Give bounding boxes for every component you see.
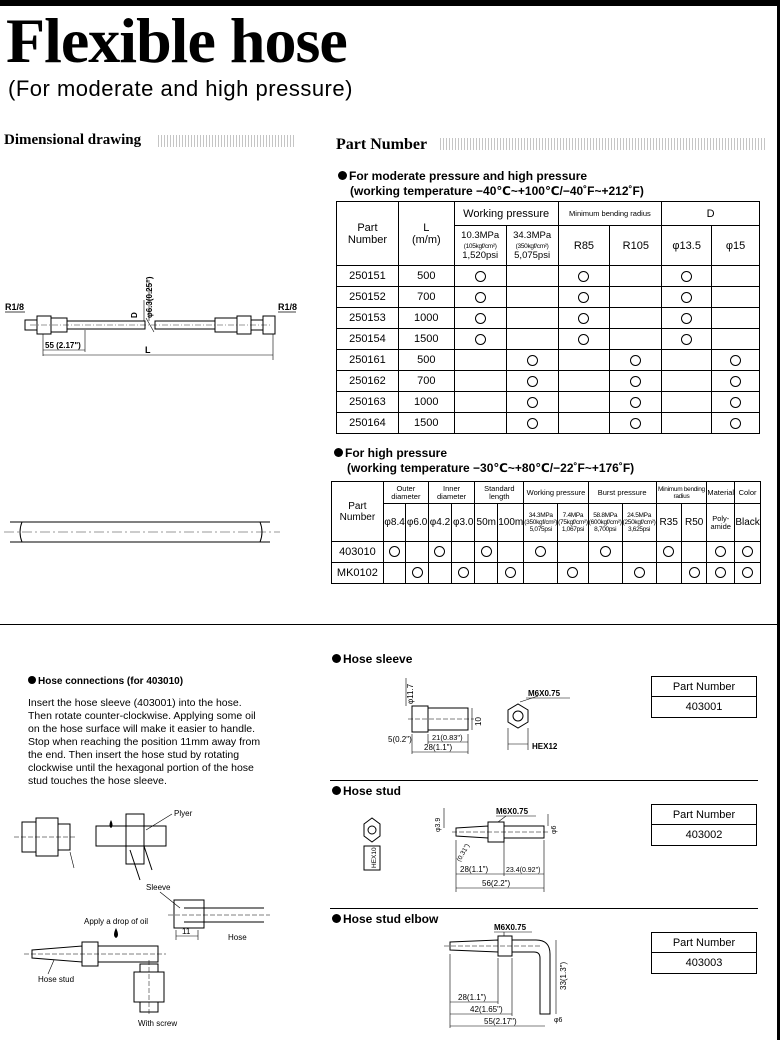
spec-cell bbox=[558, 287, 610, 308]
spec-cell bbox=[506, 308, 558, 329]
spec-cell bbox=[610, 371, 662, 392]
applicable-mark bbox=[567, 567, 578, 578]
length-cell: 1500 bbox=[398, 329, 454, 350]
table-row bbox=[332, 563, 761, 584]
applicable-mark bbox=[681, 334, 692, 345]
len55-label: 55 (2.17") bbox=[45, 341, 81, 350]
r18-left-label: R1/8 bbox=[5, 302, 25, 312]
spec-cell bbox=[662, 371, 712, 392]
bullet-dot bbox=[332, 654, 341, 663]
applicable-mark bbox=[578, 271, 589, 282]
spec-cell bbox=[662, 329, 712, 350]
hose-stud-elbow-part-box bbox=[651, 932, 757, 974]
hose-stud-heading: Hose stud bbox=[332, 784, 401, 798]
bullet-dot bbox=[338, 171, 347, 180]
hose-stud-drawing bbox=[356, 800, 656, 900]
spec-cell bbox=[524, 542, 558, 563]
d39-label: φ3.9 bbox=[435, 817, 442, 832]
part-number-cell: 250151 bbox=[337, 266, 399, 287]
part-number-label: Part Number bbox=[652, 933, 756, 953]
spec-cell bbox=[735, 542, 761, 563]
table-row bbox=[337, 266, 760, 287]
spec-cell bbox=[622, 563, 656, 584]
th-od84: φ8.4 bbox=[383, 504, 406, 542]
th-r105: R105 bbox=[610, 226, 662, 266]
spec-cell bbox=[681, 542, 706, 563]
th-r35: R35 bbox=[656, 504, 681, 542]
twentyeight-label: 28(1.1") bbox=[460, 865, 489, 874]
th-r50: R50 bbox=[681, 504, 706, 542]
applicable-mark bbox=[730, 418, 741, 429]
spec-cell bbox=[506, 350, 558, 371]
spec-cell bbox=[712, 287, 760, 308]
d10-label: 10 bbox=[474, 717, 483, 726]
moderate-pressure-table bbox=[336, 201, 760, 434]
applicable-mark bbox=[475, 271, 486, 282]
applicable-mark bbox=[630, 376, 641, 387]
applicable-mark bbox=[742, 546, 753, 557]
spec-cell bbox=[454, 308, 506, 329]
applicable-mark bbox=[578, 292, 589, 303]
page-subtitle: (For moderate and high pressure) bbox=[8, 76, 353, 101]
hex10-label: HEX10 bbox=[371, 847, 378, 868]
spec-cell bbox=[475, 542, 498, 563]
hose-stud-elbow-heading: Hose stud elbow bbox=[332, 912, 438, 926]
applicable-mark bbox=[475, 313, 486, 324]
table-row bbox=[337, 350, 760, 371]
spec-cell bbox=[610, 266, 662, 287]
spec-cell bbox=[712, 392, 760, 413]
bullet-dot bbox=[332, 914, 341, 923]
applicable-mark bbox=[475, 292, 486, 303]
section-divider bbox=[0, 624, 780, 625]
applicable-mark bbox=[630, 418, 641, 429]
table-row bbox=[337, 329, 760, 350]
th-wp2: 7.4MPa (75kgf/cm²) 1,067psi bbox=[558, 504, 589, 542]
part-number-cell: 250163 bbox=[337, 392, 399, 413]
thirtythree-label: 33(1.3") bbox=[559, 961, 568, 990]
spec-cell bbox=[662, 392, 712, 413]
spec-cell bbox=[610, 392, 662, 413]
spec-cell bbox=[454, 392, 506, 413]
applicable-mark bbox=[730, 397, 741, 408]
five-label: 5(0.2") bbox=[388, 735, 412, 744]
l-label: L bbox=[145, 345, 151, 355]
spec-cell bbox=[558, 563, 589, 584]
applicable-mark bbox=[634, 567, 645, 578]
dimensional-drawing-heading: Dimensional drawing bbox=[4, 132, 142, 148]
applicable-mark bbox=[600, 546, 611, 557]
spec-cell bbox=[588, 563, 622, 584]
part-number-cell: 250154 bbox=[337, 329, 399, 350]
table-row bbox=[332, 542, 761, 563]
heading-rule bbox=[158, 135, 296, 147]
spec-cell bbox=[662, 266, 712, 287]
applicable-mark bbox=[663, 546, 674, 557]
spec-cell bbox=[712, 350, 760, 371]
applicable-mark bbox=[578, 313, 589, 324]
th-wp1: 34.3MPa (350kgf/cm²) 5,075psi bbox=[524, 504, 558, 542]
part-number-value: 403001 bbox=[685, 701, 723, 713]
spec-cell bbox=[662, 350, 712, 371]
applicable-mark bbox=[715, 546, 726, 557]
spec-cell bbox=[498, 542, 524, 563]
applicable-mark bbox=[715, 567, 726, 578]
spec-cell bbox=[681, 563, 706, 584]
applicable-mark bbox=[412, 567, 423, 578]
applicable-mark bbox=[527, 355, 538, 366]
th-part-number: Part Number bbox=[337, 202, 399, 266]
spec-cell bbox=[610, 413, 662, 434]
spec-cell bbox=[506, 413, 558, 434]
part-number-cell: 403010 bbox=[332, 542, 384, 563]
th-id30: φ3.0 bbox=[452, 504, 475, 542]
table-row bbox=[337, 392, 760, 413]
with-screw-label: With screw bbox=[138, 1019, 178, 1028]
spec-cell bbox=[610, 350, 662, 371]
spec-cell bbox=[383, 542, 406, 563]
part-number-cell: 250153 bbox=[337, 308, 399, 329]
spec-cell bbox=[506, 266, 558, 287]
oil-label: Apply a drop of oil bbox=[84, 917, 149, 926]
table-row bbox=[337, 371, 760, 392]
hose-connections-text: Insert the hose sleeve (403001) into the hose. Then rotate counter-clockwise. Applying some oil on the hose surface will make it easier to handle. Stop when reaching the position 11mm away from the end. Then insert the hose stud by rotating clockwise until the hexagonal portion of the hose stud touches the hose sleeve. bbox=[28, 697, 261, 787]
spec-cell bbox=[428, 542, 451, 563]
spec-cell bbox=[454, 287, 506, 308]
hose-label: Hose bbox=[228, 933, 247, 942]
th-bp2: 24.5MPa (250kgf/cm²) 3,625psi bbox=[622, 504, 656, 542]
applicable-mark bbox=[434, 546, 445, 557]
m6-label: M6X0.75 bbox=[496, 807, 529, 816]
th-d15: φ15 bbox=[712, 226, 760, 266]
bullet-dot bbox=[28, 676, 36, 684]
spec-cell bbox=[712, 308, 760, 329]
part-number-cell: 250164 bbox=[337, 413, 399, 434]
spec-cell bbox=[707, 563, 735, 584]
spec-cell bbox=[506, 371, 558, 392]
th-min-bend: Minimum bending radius bbox=[656, 482, 707, 504]
th-bp1: 58.8MPa (600kgf/cm²) 8,700psi bbox=[588, 504, 622, 542]
spec-cell bbox=[558, 371, 610, 392]
twentyeight-label: 28(1.1") bbox=[424, 743, 453, 752]
spec-cell bbox=[558, 308, 610, 329]
spec-cell bbox=[506, 287, 558, 308]
heading-rule bbox=[440, 138, 766, 150]
hose-connection-diagram bbox=[10, 800, 300, 1040]
spec-cell bbox=[712, 266, 760, 287]
applicable-mark bbox=[475, 334, 486, 345]
part-number-label: Part Number bbox=[652, 677, 756, 697]
plyer-label: Plyer bbox=[174, 809, 193, 818]
applicable-mark bbox=[527, 397, 538, 408]
r18-right-label: R1/8 bbox=[278, 302, 298, 312]
applicable-mark bbox=[681, 292, 692, 303]
part-number-heading: Part Number bbox=[336, 136, 428, 153]
applicable-mark bbox=[689, 567, 700, 578]
spec-cell bbox=[712, 329, 760, 350]
th-length: L (m/m) bbox=[398, 202, 454, 266]
hose-stud-part-box bbox=[651, 804, 757, 846]
hex12-label: HEX12 bbox=[532, 742, 558, 751]
dia-label: φ6.3(0.25") bbox=[145, 276, 154, 318]
spec-cell bbox=[707, 542, 735, 563]
length-cell: 1000 bbox=[398, 308, 454, 329]
moderate-pressure-heading: For moderate pressure and high pressure bbox=[338, 169, 587, 183]
part-number-cell: 250162 bbox=[337, 371, 399, 392]
applicable-mark bbox=[681, 271, 692, 282]
hose-dimensional-drawing bbox=[0, 260, 300, 380]
spec-cell bbox=[524, 563, 558, 584]
spec-cell bbox=[454, 329, 506, 350]
spec-cell bbox=[735, 563, 761, 584]
spec-cell bbox=[454, 266, 506, 287]
applicable-mark bbox=[578, 334, 589, 345]
spec-cell bbox=[588, 542, 622, 563]
th-material: Material bbox=[707, 482, 735, 504]
length-cell: 1000 bbox=[398, 392, 454, 413]
bullet-dot bbox=[332, 786, 341, 795]
d117-label: φ11.7 bbox=[406, 683, 415, 704]
th-min-bend: Minimum bending radius bbox=[558, 202, 662, 226]
spec-cell bbox=[454, 413, 506, 434]
spec-cell bbox=[558, 413, 610, 434]
d-label: D bbox=[130, 312, 139, 318]
spec-cell bbox=[712, 371, 760, 392]
part-number-value: 403003 bbox=[685, 957, 723, 969]
length-cell: 500 bbox=[398, 350, 454, 371]
spec-cell bbox=[622, 542, 656, 563]
applicable-mark bbox=[630, 397, 641, 408]
hose-connections-heading: Hose connections (for 403010) bbox=[28, 676, 183, 687]
th-wp-low: 10.3MPa (105kgf/cm²) 1,520psi bbox=[454, 226, 506, 266]
table-row bbox=[337, 413, 760, 434]
length-cell: 700 bbox=[398, 371, 454, 392]
spec-cell bbox=[662, 308, 712, 329]
spec-cell bbox=[383, 563, 406, 584]
applicable-mark bbox=[527, 418, 538, 429]
d6-label: φ6 bbox=[551, 825, 558, 834]
applicable-mark bbox=[730, 376, 741, 387]
part-number-cell: 250152 bbox=[337, 287, 399, 308]
twentythree-label: 23.4(0.92") bbox=[506, 867, 541, 874]
spec-cell bbox=[454, 371, 506, 392]
applicable-mark bbox=[505, 567, 516, 578]
th-id42: φ4.2 bbox=[428, 504, 451, 542]
th-color: Color bbox=[735, 482, 761, 504]
spec-cell bbox=[558, 266, 610, 287]
bullet-dot bbox=[334, 448, 343, 457]
twentyone-label: 21(0.83") bbox=[432, 733, 463, 742]
eleven-label: 11 bbox=[182, 927, 191, 936]
spec-cell bbox=[662, 287, 712, 308]
table-row bbox=[337, 308, 760, 329]
applicable-mark bbox=[481, 546, 492, 557]
spec-cell bbox=[498, 563, 524, 584]
part-number-label: Part Number bbox=[652, 805, 756, 825]
d6-label: φ6 bbox=[554, 1017, 563, 1024]
applicable-mark bbox=[389, 546, 400, 557]
hose-sleeve-drawing bbox=[358, 672, 618, 772]
th-r85: R85 bbox=[558, 226, 610, 266]
th-mat: Poly-amide bbox=[707, 504, 735, 542]
spec-cell bbox=[406, 563, 429, 584]
part-number-cell: 250161 bbox=[337, 350, 399, 371]
applicable-mark bbox=[535, 546, 546, 557]
fortytwo-label: 42(1.65") bbox=[470, 1005, 503, 1014]
spec-cell bbox=[558, 542, 589, 563]
high-pressure-heading: For high pressure bbox=[334, 446, 447, 460]
th-len100: 100m bbox=[498, 504, 524, 542]
spec-cell bbox=[610, 329, 662, 350]
spec-cell bbox=[656, 542, 681, 563]
th-len50: 50m bbox=[475, 504, 498, 542]
applicable-mark bbox=[742, 567, 753, 578]
twentyeight-label: 28(1.1") bbox=[458, 993, 487, 1002]
part-number-value: 403002 bbox=[685, 829, 723, 841]
high-pressure-table bbox=[331, 481, 761, 584]
spec-cell bbox=[610, 287, 662, 308]
spec-cell bbox=[558, 329, 610, 350]
spec-cell bbox=[558, 350, 610, 371]
spec-cell bbox=[656, 563, 681, 584]
th-part-number: Part Number bbox=[332, 482, 384, 542]
angle-label: (0.31") bbox=[455, 842, 472, 863]
hose-sleeve-part-box bbox=[651, 676, 757, 718]
th-burst: Burst pressure bbox=[588, 482, 656, 504]
th-outer: Outer diameter bbox=[383, 482, 428, 504]
hose-stud-elbow-drawing bbox=[440, 918, 640, 1038]
spec-cell bbox=[506, 329, 558, 350]
spec-cell bbox=[454, 350, 506, 371]
th-black: Black bbox=[735, 504, 761, 542]
hose-sleeve-heading: Hose sleeve bbox=[332, 652, 412, 666]
page-title: Flexible hose bbox=[6, 5, 347, 76]
spec-cell bbox=[610, 308, 662, 329]
th-inner: Inner diameter bbox=[428, 482, 474, 504]
moderate-temp-line: (working temperature −40℃~+100℃/−40˚F~+212˚F) bbox=[350, 184, 644, 198]
section-divider bbox=[330, 780, 758, 781]
spec-cell bbox=[406, 542, 429, 563]
m6-label: M6X0.75 bbox=[494, 923, 527, 932]
th-working: Working pressure bbox=[524, 482, 588, 504]
part-number-cell: MK0102 bbox=[332, 563, 384, 584]
applicable-mark bbox=[527, 376, 538, 387]
length-cell: 500 bbox=[398, 266, 454, 287]
m6-label: M6X0.75 bbox=[528, 689, 561, 698]
th-working-pressure: Working pressure bbox=[454, 202, 558, 226]
th-wp-high: 34.3MPa (350kgf/cm²) 5,075psi bbox=[506, 226, 558, 266]
sleeve-label: Sleeve bbox=[146, 883, 171, 892]
length-cell: 700 bbox=[398, 287, 454, 308]
spec-cell bbox=[452, 542, 475, 563]
th-d135: φ13.5 bbox=[662, 226, 712, 266]
applicable-mark bbox=[630, 355, 641, 366]
hose-side-view bbox=[0, 512, 300, 552]
spec-cell bbox=[428, 563, 451, 584]
spec-cell bbox=[506, 392, 558, 413]
spec-cell bbox=[712, 413, 760, 434]
spec-cell bbox=[475, 563, 498, 584]
th-od60: φ6.0 bbox=[406, 504, 429, 542]
high-temp-line: (working temperature −30℃~+80℃/−22˚F~+176˚F) bbox=[347, 461, 635, 475]
spec-cell bbox=[452, 563, 475, 584]
fiftyfive-label: 55(2.17") bbox=[484, 1017, 517, 1026]
hose-stud-label: Hose stud bbox=[38, 975, 75, 984]
applicable-mark bbox=[681, 313, 692, 324]
spec-cell bbox=[558, 392, 610, 413]
fiftysix-label: 56(2.2") bbox=[482, 879, 511, 888]
th-d: D bbox=[662, 202, 760, 226]
length-cell: 1500 bbox=[398, 413, 454, 434]
applicable-mark bbox=[458, 567, 469, 578]
th-std-len: Standard length bbox=[475, 482, 524, 504]
applicable-mark bbox=[730, 355, 741, 366]
section-divider bbox=[330, 908, 758, 909]
spec-cell bbox=[662, 413, 712, 434]
table-row bbox=[337, 287, 760, 308]
